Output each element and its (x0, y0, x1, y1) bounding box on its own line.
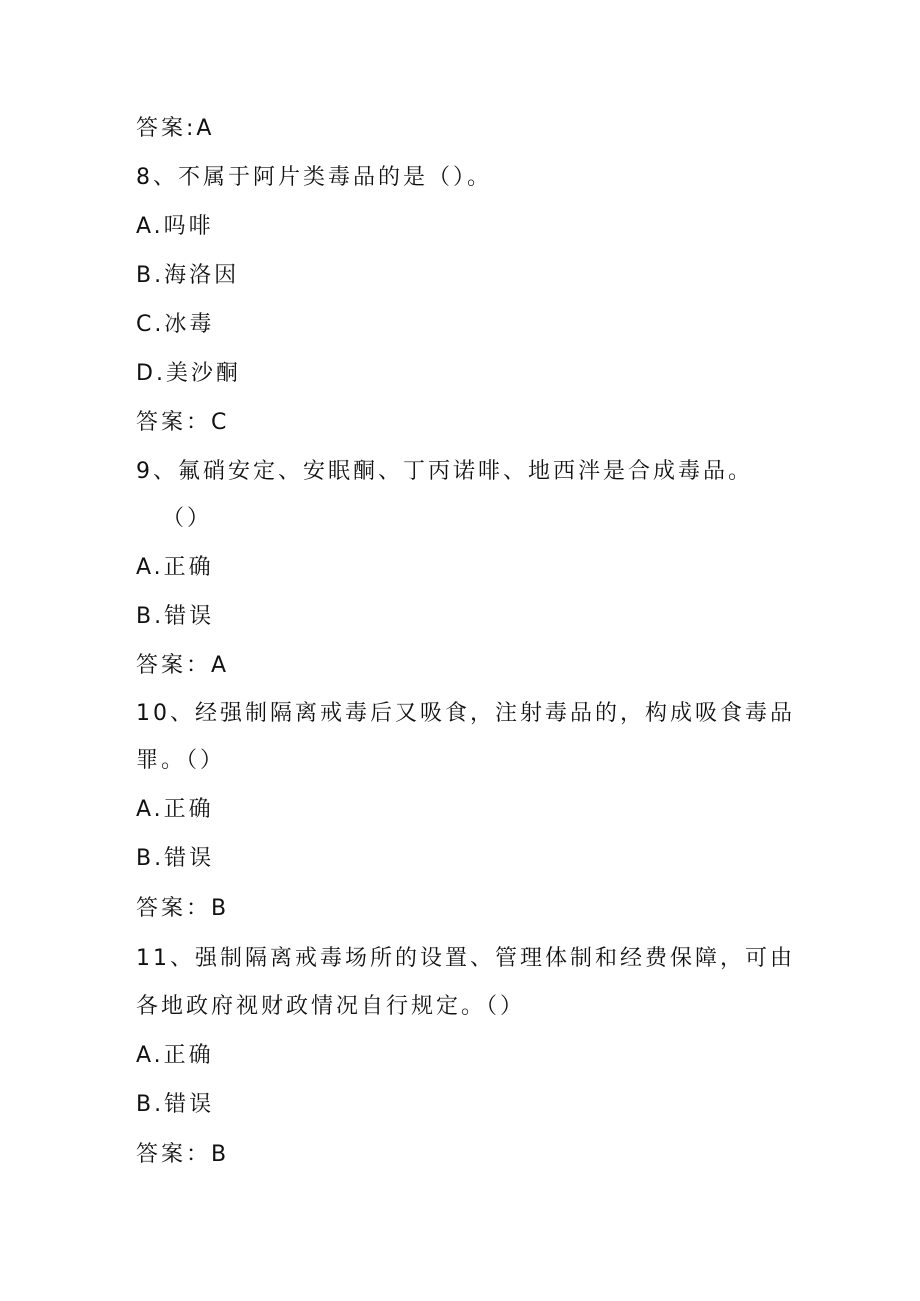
question-11-line-2: 各地政府视财政情况自行规定。（） (136, 994, 526, 1019)
answer-q10: 答案：B (136, 896, 230, 921)
question-9-bracket: （） (162, 506, 213, 531)
question-9: 9、氟硝安定、安眠酮、丁丙诺啡、地西泮是合成毒品。 (136, 459, 753, 484)
question-8: 8、不属于阿片类毒品的是（）。 (136, 165, 492, 190)
answer-q9: 答案：A (136, 653, 230, 678)
answer-q8: 答案：C (136, 410, 230, 435)
q10-option-b: B.错误 (136, 846, 215, 871)
answer-q11: 答案：B (136, 1142, 230, 1167)
q8-option-c: C.冰毒 (136, 312, 215, 337)
question-10-line-2: 罪。（） (136, 748, 226, 773)
q11-option-b: B.错误 (136, 1092, 215, 1117)
q11-option-a: A.正确 (136, 1043, 214, 1068)
q8-option-a: A.吗啡 (136, 214, 214, 239)
q9-option-b: B.错误 (136, 604, 215, 629)
q9-option-a: A.正确 (136, 555, 214, 580)
q8-option-b: B.海洛因 (136, 263, 240, 288)
q8-option-d: D.美沙酮 (136, 361, 241, 386)
q10-option-a: A.正确 (136, 797, 214, 822)
question-11-line-1: 11、强制隔离戒毒场所的设置、管理体制和经费保障，可由 (136, 946, 795, 971)
answer-q7: 答案:A (136, 116, 215, 141)
question-10-line-1: 10、经强制隔离戒毒后又吸食，注射毒品的，构成吸食毒品 (136, 701, 795, 726)
